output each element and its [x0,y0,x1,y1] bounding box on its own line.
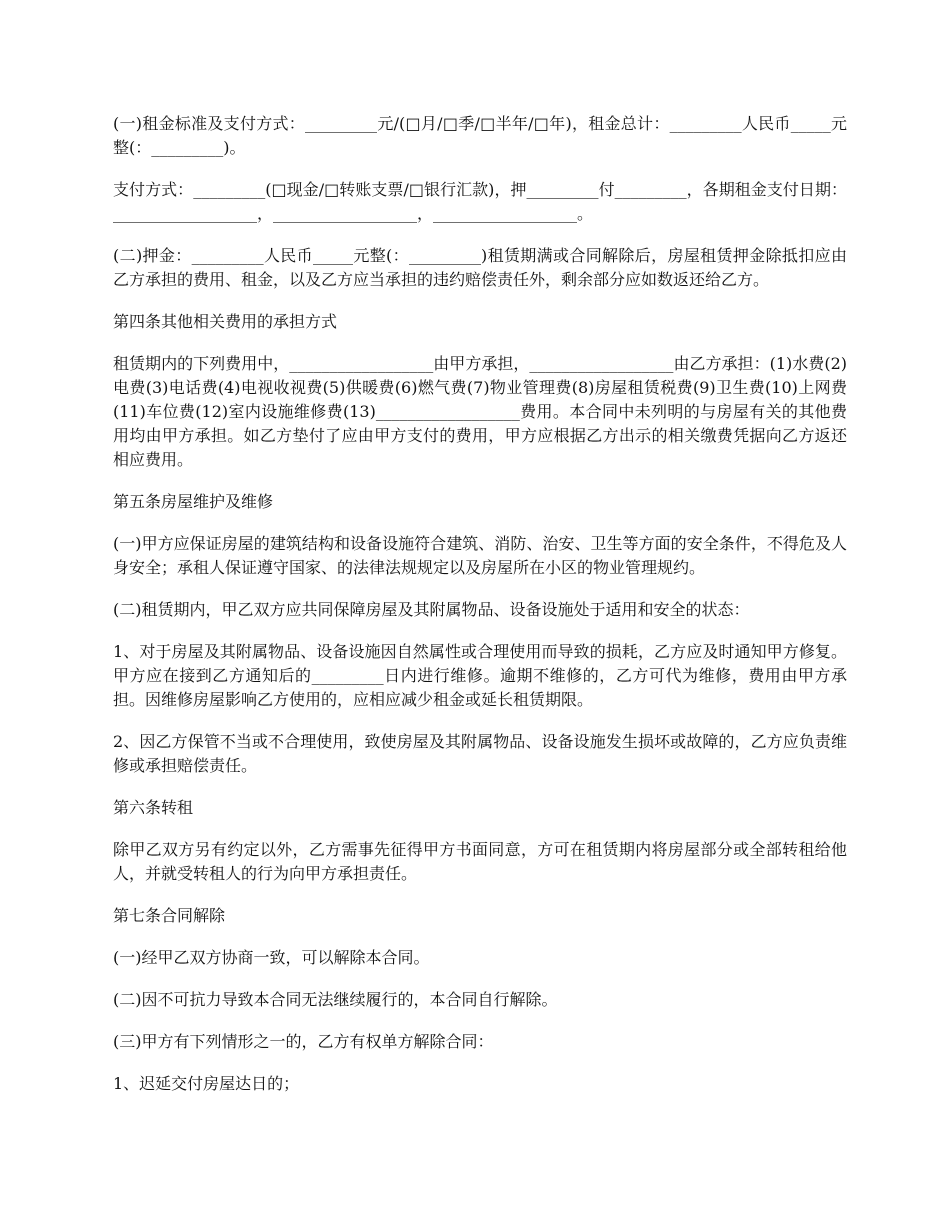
expenses-paragraph: 租赁期内的下列费用中，__________________由甲方承担，__________________由乙方承担：(1)水费(2)电费(3)电话费(4)电视收视费(5)供暖费(6)燃气费(7)物业管理费(8)房屋租赁税费(9)卫生费(10)上网费(11)车位费(12)室内设施维修费(13)__________________费用。本合同中未列明的与房屋有关的其他费用均由甲方承担。如乙方垫付了应由甲方支付的费用，甲方应根据乙方出示的相关缴费凭据向乙方返还相应费用。 [113,354,847,469]
article-6-heading: 第六条转租 [113,798,194,817]
termination-item-3-paragraph: (三)甲方有下列情形之一的，乙方有权单方解除合同： [113,1032,494,1051]
sublease-paragraph: 除甲乙双方另有约定以外，乙方需事先征得甲方书面同意，方可在租赁期内将房屋部分或全部转租给他人，并就受转租人的行为向甲方承担责任。 [113,840,847,883]
termination-item-1-paragraph: (一)经甲乙双方协商一致，可以解除本合同。 [113,948,430,967]
deposit-paragraph: (二)押金：_________人民币_____元整(：_________)租赁期满或合同解除后，房屋租赁押金除抵扣应由乙方承担的费用、租金，以及乙方应当承担的违约赔偿责任外，剩余部分应如数返还给乙方。 [113,246,847,289]
repair-item-2-paragraph: 2、因乙方保管不当或不合理使用，致使房屋及其附属物品、设备设施发生损坏或故障的，乙方应负责维修或承担赔偿责任。 [113,732,847,775]
payment-method-paragraph: 支付方式：_________(□现金/□转账支票/□银行汇款)，押_________付_________，各期租金支付日期：__________________，__________________，__________________。 [113,180,847,223]
document-body [113,112,847,1114]
article-7-heading: 第七条合同解除 [113,906,226,925]
joint-maintenance-paragraph: (二)租赁期内，甲乙双方应共同保障房屋及其附属物品、设备设施处于适用和安全的状态： [113,600,750,619]
rent-standard-paragraph: (一)租金标准及支付方式：_________元/(□月/□季/□半年/□年)，租金总计：_________人民币_____元整(：_________)。 [113,114,847,157]
article-4-heading: 第四条其他相关费用的承担方式 [113,312,338,331]
safety-paragraph: (一)甲方应保证房屋的建筑结构和设备设施符合建筑、消防、治安、卫生等方面的安全条件，不得危及人身安全；承租人保证遵守国家、的法律法规规定以及房屋所在小区的物业管理规约。 [113,534,847,577]
repair-item-1-paragraph: 1、对于房屋及其附属物品、设备设施因自然属性或合理使用而导致的损耗，乙方应及时通知甲方修复。甲方应在接到乙方通知后的_________日内进行维修。逾期不维修的，乙方可代为维修，费用由甲方承担。因维修房屋影响乙方使用的，应相应减少租金或延长租赁期限。 [113,642,847,709]
termination-item-2-paragraph: (二)因不可抗力导致本合同无法继续履行的，本合同自行解除。 [113,990,558,1009]
termination-case-1-paragraph: 1、迟延交付房屋达日的； [113,1074,300,1093]
article-5-heading: 第五条房屋维护及维修 [113,492,274,511]
